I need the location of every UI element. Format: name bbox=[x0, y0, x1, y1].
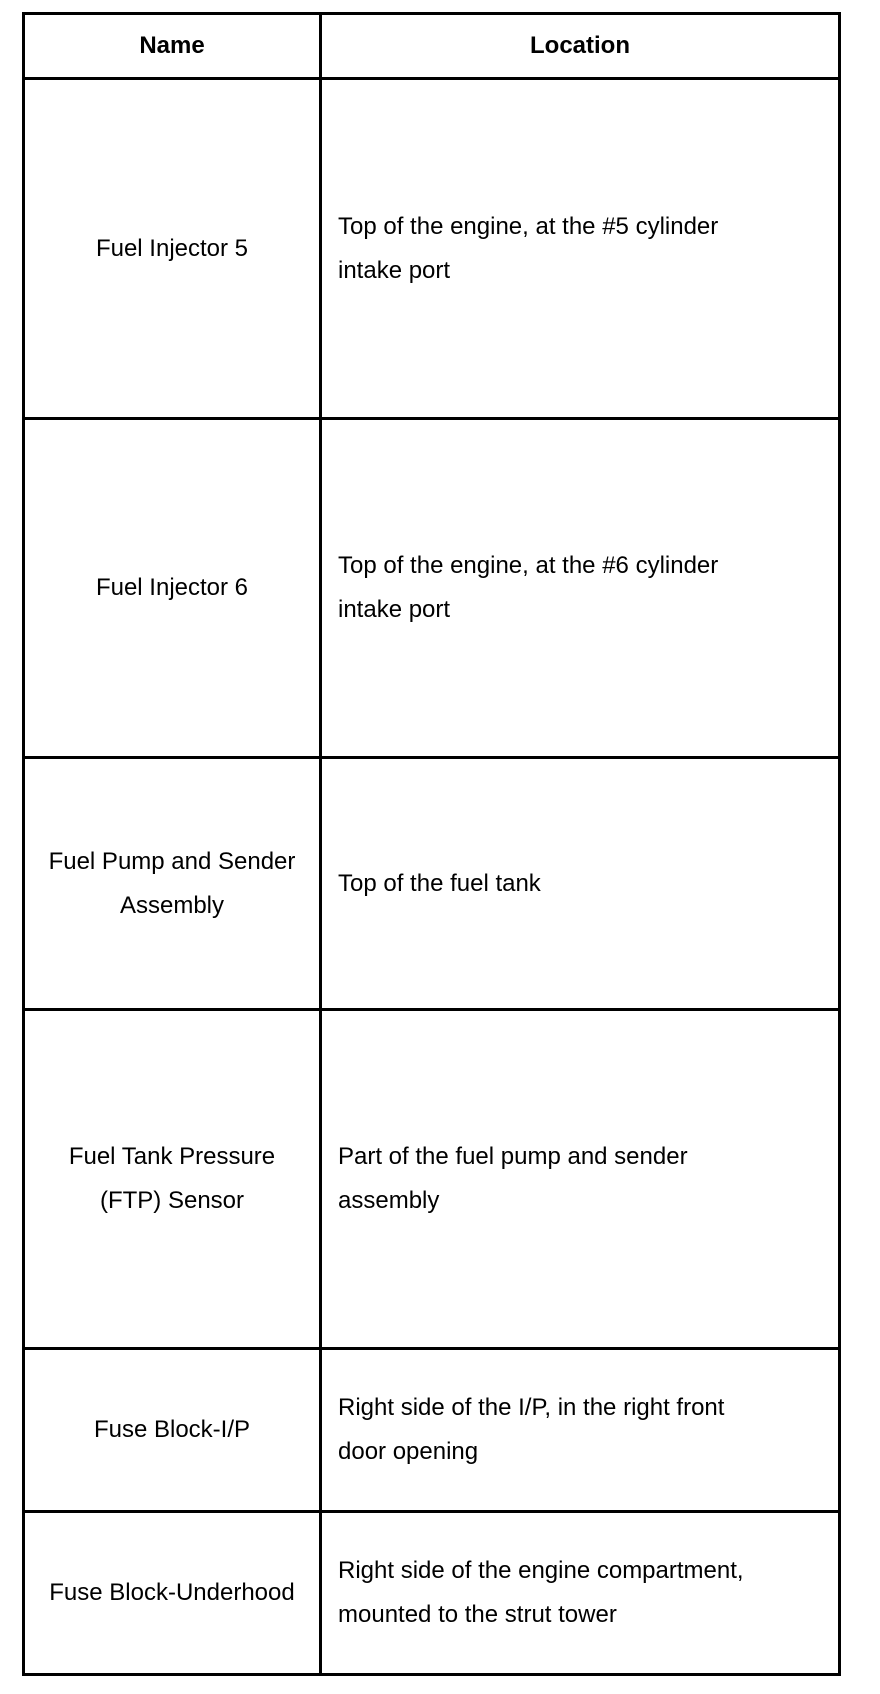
component-location-cell bbox=[321, 1512, 840, 1675]
component-name-cell bbox=[24, 419, 321, 758]
table-row bbox=[24, 419, 840, 758]
component-name: Fuel Pump and Sender Assembly bbox=[48, 847, 296, 919]
component-location-cell bbox=[321, 1010, 840, 1349]
component-location: Top of the engine, at the #5 cylinder intake port bbox=[338, 212, 719, 284]
component-name: Fuel Tank Pressure (FTP) Sensor bbox=[68, 1143, 276, 1214]
component-name-cell bbox=[24, 1010, 321, 1349]
component-name-cell bbox=[24, 758, 321, 1010]
component-location-cell bbox=[321, 79, 840, 419]
component-name: Fuse Block-I/P bbox=[93, 1416, 251, 1443]
component-location: Right side of the engine compartment, mounted to the strut tower bbox=[338, 1557, 744, 1628]
component-location: Part of the fuel pump and sender assembly bbox=[338, 1143, 688, 1214]
table-row bbox=[24, 79, 840, 419]
component-location: Right side of the I/P, in the right front door opening bbox=[338, 1394, 725, 1465]
component-location-cell bbox=[321, 1349, 840, 1512]
component-location-cell bbox=[321, 419, 840, 758]
table-row bbox=[24, 1010, 840, 1349]
location-column-header: Location bbox=[321, 14, 840, 79]
component-name-cell bbox=[24, 1349, 321, 1512]
component-location-cell bbox=[321, 758, 840, 1010]
component-name-cell bbox=[24, 1512, 321, 1675]
component-location-table bbox=[22, 12, 841, 1676]
component-name-cell bbox=[24, 79, 321, 419]
component-name: Fuse Block-Underhood bbox=[49, 1579, 295, 1606]
component-name: Fuel Injector 6 bbox=[95, 574, 249, 601]
table-row bbox=[24, 1512, 840, 1675]
table-header-row bbox=[24, 14, 840, 79]
name-column-header: Name bbox=[24, 14, 321, 79]
component-location: Top of the engine, at the #6 cylinder intake port bbox=[338, 552, 719, 623]
component-location: Top of the fuel tank bbox=[338, 869, 541, 897]
table-row bbox=[24, 1349, 840, 1512]
component-name: Fuel Injector 5 bbox=[95, 234, 249, 262]
table-row bbox=[24, 758, 840, 1010]
